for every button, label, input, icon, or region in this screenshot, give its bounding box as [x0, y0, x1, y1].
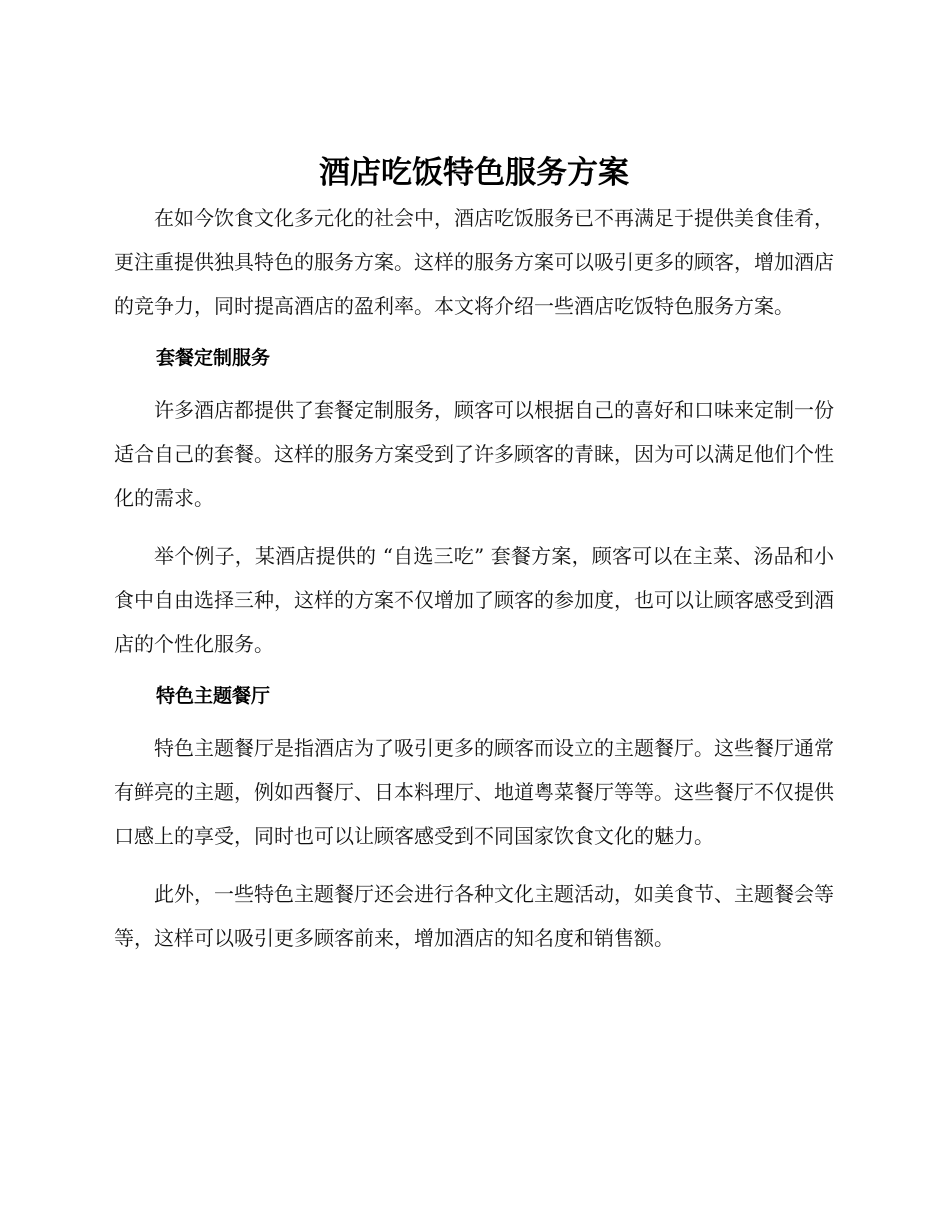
- section-package-paragraph-2: 举个例子，某酒店提供的 “自选三吃” 套餐方案，顾客可以在主菜、汤品和小食中自由选择三种，这样的方案不仅增加了顾客的参加度，也可以让顾客感受到酒店的个性化服务。: [114, 544, 834, 656]
- document-body: [114, 150, 834, 960]
- intro-paragraph: 在如今饮食文化多元化的社会中，酒店吃饭服务已不再满足于提供美食佳肴，更注重提供独具特色的服务方案。这样的服务方案可以吸引更多的顾客，增加酒店的竞争力，同时提高酒店的盈利率。本文将介绍一些酒店吃饭特色服务方案。: [114, 206, 834, 318]
- section-package-paragraph-1: 许多酒店都提供了套餐定制服务，顾客可以根据自己的喜好和口味来定制一份适合自己的套餐。这样的服务方案受到了许多顾客的青睐，因为可以满足他们个性化的需求。: [114, 398, 834, 510]
- page-title: 酒店吃饭特色服务方案: [319, 155, 629, 191]
- section-heading-theme-restaurant: 特色主题餐厅: [156, 685, 271, 707]
- section-theme-paragraph-1: 特色主题餐厅是指酒店为了吸引更多的顾客而设立的主题餐厅。这些餐厅通常有鲜亮的主题，例如西餐厅、日本料理厅、地道粤菜餐厅等等。这些餐厅不仅提供口感上的享受，同时也可以让顾客感受到不同国家饮食文化的魅力。: [114, 736, 834, 848]
- section-heading-package: 套餐定制服务: [156, 347, 271, 369]
- section-theme-paragraph-2: 此外，一些特色主题餐厅还会进行各种文化主题活动，如美食节、主题餐会等等，这样可以吸引更多顾客前来，增加酒店的知名度和销售额。: [114, 882, 834, 950]
